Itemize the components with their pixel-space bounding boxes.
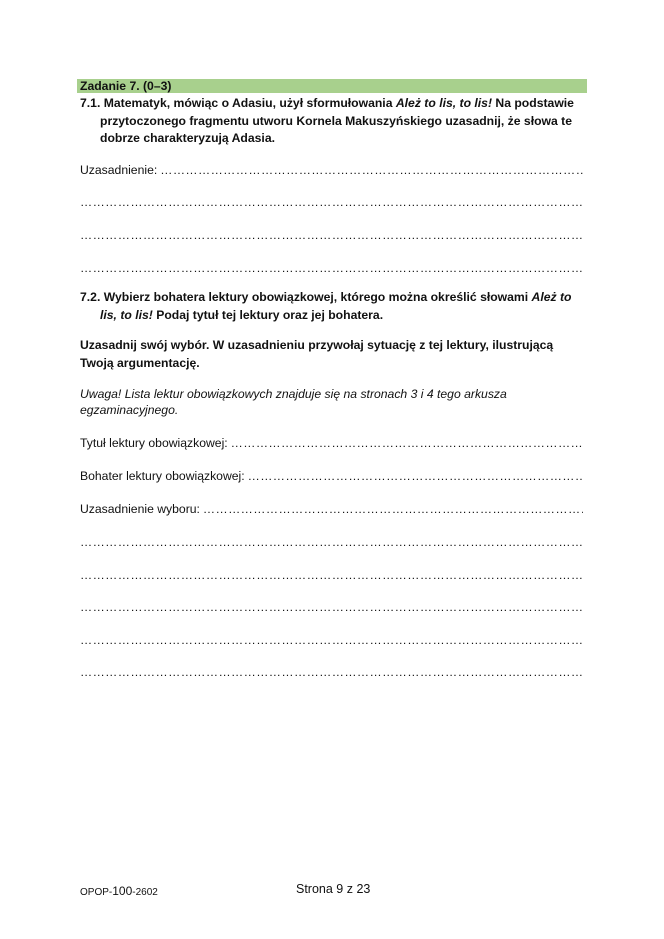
dotted-line xyxy=(80,227,583,243)
answer-line[interactable] xyxy=(80,534,583,550)
question-text-end: Na podstawie przytoczonego fragmentu utworu Kornela Makuszyńskiego uzasadnij, że słowa te dobrze charakteryzują Adasia. xyxy=(100,96,574,145)
question-text-start: Wybierz bohatera lektury obowiązkowej, którego można określić słowami xyxy=(103,290,532,304)
dotted-line xyxy=(80,194,583,210)
exam-code: OPOP-100-2602 xyxy=(80,884,158,898)
dotted-line xyxy=(203,501,583,517)
answer-line[interactable] xyxy=(80,632,583,648)
question-text-start: Matematyk, mówiąc o Adasiu, użył sformułowania xyxy=(103,96,396,110)
page-number: Strona 9 z 23 xyxy=(296,882,371,896)
question-number: 7.2. xyxy=(80,290,101,304)
dotted-line xyxy=(80,567,583,583)
dotted-line xyxy=(248,468,583,484)
answer-line-title[interactable] xyxy=(80,435,583,451)
answer-line[interactable] xyxy=(80,599,583,615)
dotted-line xyxy=(231,435,583,451)
dotted-line xyxy=(160,162,583,178)
answer-line[interactable] xyxy=(80,260,583,276)
question-text-end: Podaj tytuł tej lektury oraz jej bohatera. xyxy=(152,307,384,322)
answer-line[interactable] xyxy=(80,194,583,210)
dotted-line xyxy=(80,534,583,550)
note: Uwaga! Lista lektur obowiązkowych znajduje się na stronach 3 i 4 tego arkusza egzaminacyjnego. xyxy=(80,387,507,417)
question-7-2 xyxy=(80,289,585,324)
dotted-line xyxy=(80,260,583,276)
answer-line[interactable] xyxy=(80,664,583,680)
hero-label: Bohater lektury obowiązkowej: xyxy=(80,469,245,483)
dotted-line xyxy=(80,599,583,615)
answer-line-choice-justification[interactable] xyxy=(80,501,583,517)
dotted-line xyxy=(80,664,583,680)
question-quote: Ależ to lis, to lis! xyxy=(395,96,493,110)
dotted-line xyxy=(80,632,583,648)
instruction: Uzasadnij swój wybór. W uzasadnieniu przywołaj sytuację z tej lektury, ilustrującą Twoją argumentację. xyxy=(80,338,554,370)
task-header: Zadanie 7. (0–3) xyxy=(77,79,587,93)
answer-line[interactable] xyxy=(80,567,583,583)
answer-line-hero[interactable] xyxy=(80,468,583,484)
answer-line[interactable] xyxy=(80,227,583,243)
justification-label: Uzasadnienie wyboru: xyxy=(80,502,200,516)
question-number: 7.1. xyxy=(80,96,101,110)
question-quote: Ależ to lis, to lis! xyxy=(100,290,572,322)
title-label: Tytuł lektury obowiązkowej: xyxy=(80,436,228,450)
question-7-1 xyxy=(80,95,585,148)
answer-label: Uzasadnienie: xyxy=(80,163,158,177)
answer-line-justification[interactable] xyxy=(80,162,583,178)
